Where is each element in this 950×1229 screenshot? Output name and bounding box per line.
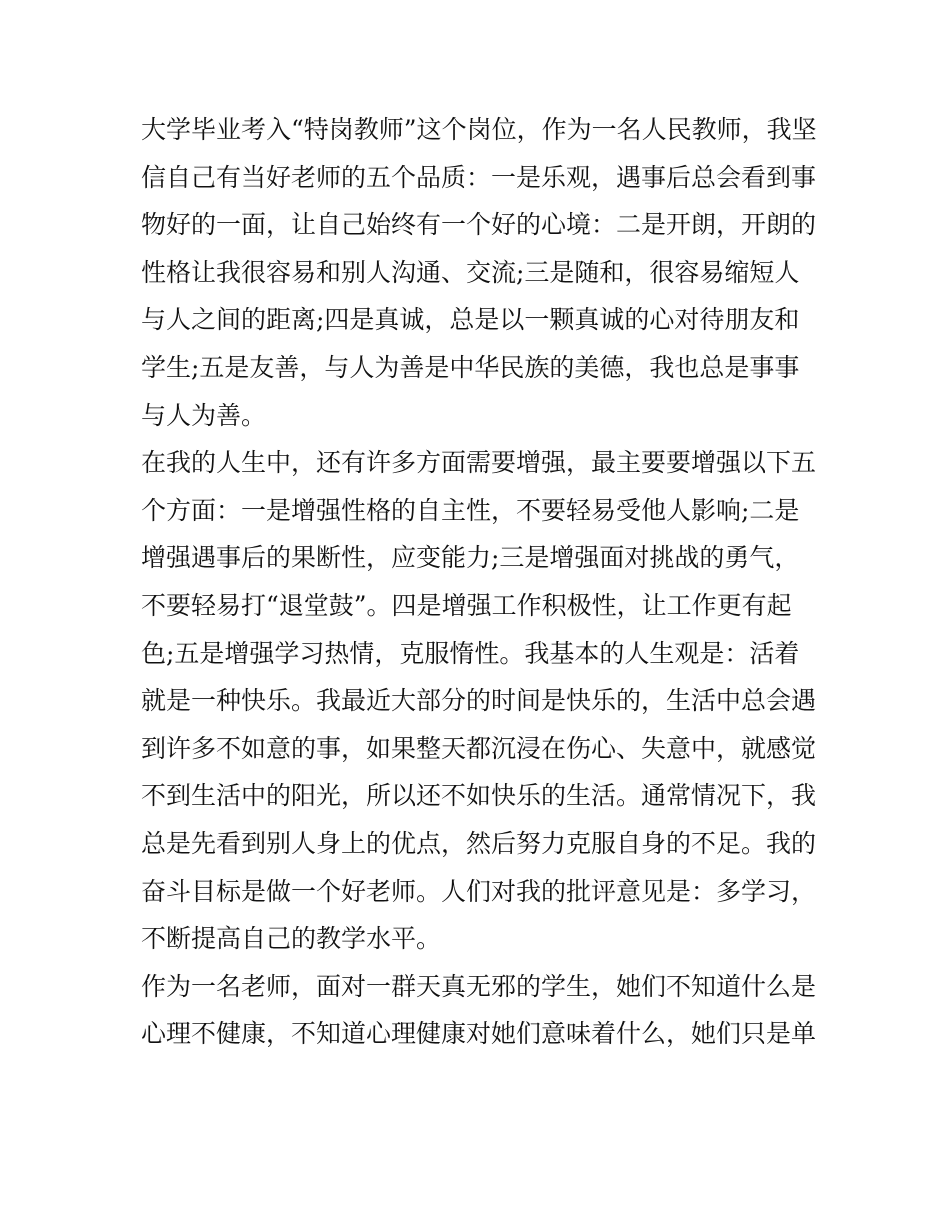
text-line: 物好的一面，让自己始终有一个好的心境：二是开朗，开朗的 — [141, 210, 817, 240]
text-line: 不要轻易打“退堂鼓”。四是增强工作积极性，让工作更有起 — [141, 590, 792, 620]
text-line: 学生;五是友善，与人为善是中华民族的美德，我也总是事事 — [141, 352, 800, 382]
text-line: 作为一名老师，面对一群天真无邪的学生，她们不知道什么是 — [141, 971, 817, 1001]
text-line: 不断提高自己的教学水平。 — [141, 924, 442, 954]
text-line: 就是一种快乐。我最近大部分的时间是快乐的，生活中总会遇 — [141, 686, 817, 716]
text-line: 大学毕业考入“特岗教师”这个岗位，作为一名人民教师，我坚 — [141, 115, 817, 144]
text-line: 个方面：一是增强性格的自主性，不要轻易受他人影响;二是 — [141, 495, 800, 525]
text-line: 性格让我很容易和别人沟通、交流;三是随和，很容易缩短人 — [141, 257, 800, 287]
body-text — [141, 106, 821, 1058]
text-line: 与人为善。 — [141, 400, 267, 430]
text-line: 色;五是增强学习热情，克服惰性。我基本的人生观是：活着 — [141, 638, 800, 668]
text-line: 在我的人生中，还有许多方面需要增强，最主要要增强以下五 — [141, 448, 817, 478]
text-line: 增强遇事后的果断性，应变能力;三是增强面对挑战的勇气， — [141, 543, 800, 573]
text-line: 与人之间的距离;四是真诚，总是以一颗真诚的心对待朋友和 — [141, 305, 800, 335]
text-line: 总是先看到别人身上的优点，然后努力克服自身的不足。我的 — [141, 828, 817, 858]
text-line: 信自己有当好老师的五个品质：一是乐观，遇事后总会看到事 — [141, 162, 817, 192]
text-line: 到许多不如意的事，如果整天都沉浸在伤心、失意中，就感觉 — [141, 733, 817, 763]
text-line: 奋斗目标是做一个好老师。人们对我的批评意见是：多学习， — [141, 876, 817, 906]
text-line: 不到生活中的阳光，所以还不如快乐的生活。通常情况下，我 — [141, 781, 817, 811]
text-line: 心理不健康，不知道心理健康对她们意味着什么，她们只是单 — [141, 1019, 817, 1049]
